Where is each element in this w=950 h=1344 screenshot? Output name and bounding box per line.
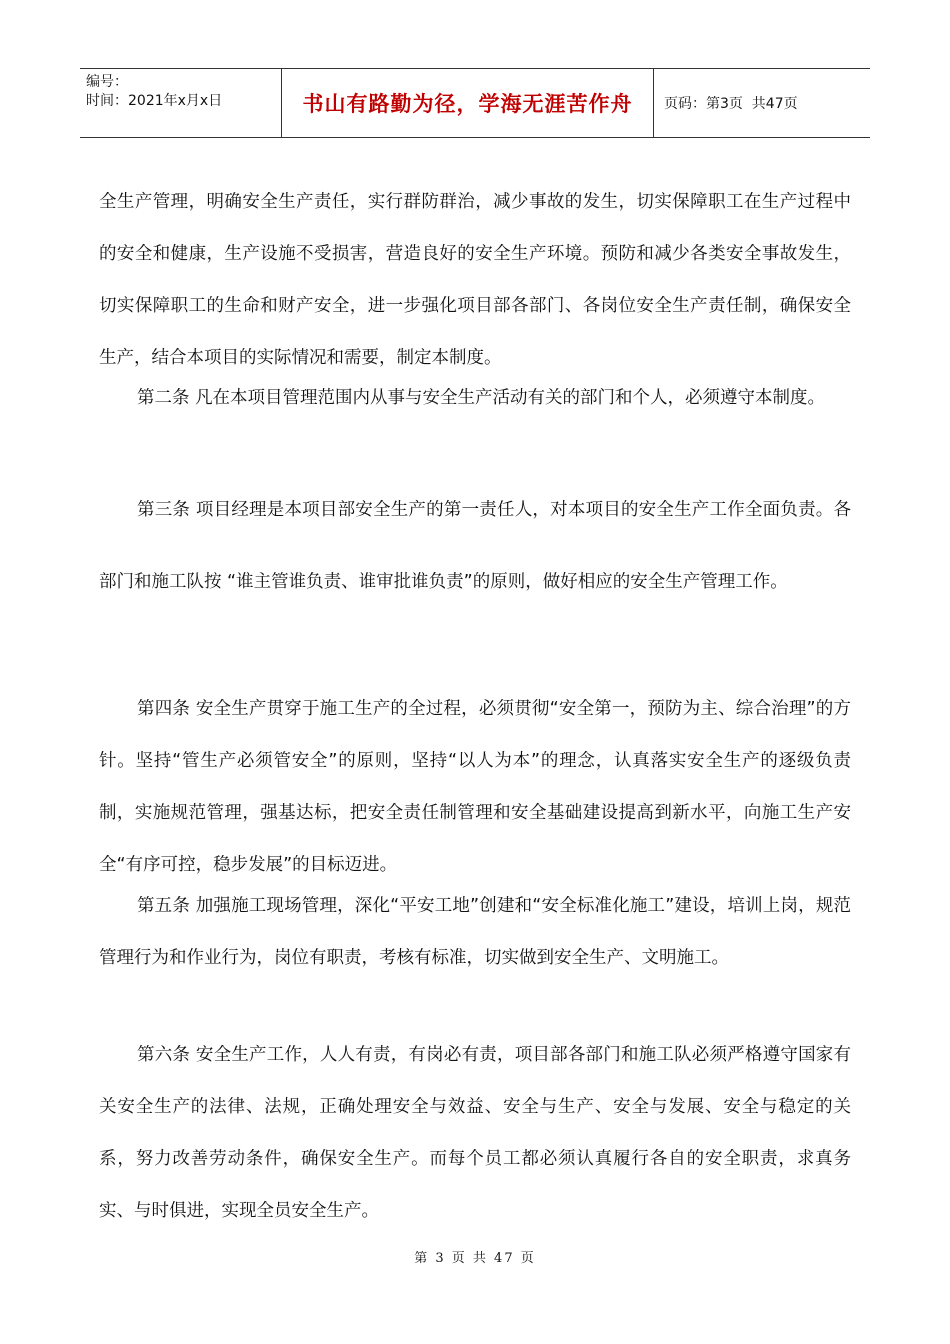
article-2: 第二条 凡在本项目管理范围内从事与安全生产活动有关的部门和个人，必须遵守本制度。: [137, 388, 826, 408]
page-footer: [0, 1247, 950, 1266]
footer-page-number: 第 3 页 共 47 页: [414, 1251, 536, 1266]
page-header: [80, 68, 870, 138]
document-time-label: 时间：2021年x月x日: [86, 93, 223, 109]
article-4: 第四条 安全生产贯穿于施工生产的全过程，必须贯彻“安全第一，预防为主、综合治理”的方针。坚持“管生产必须管安全”的原则，坚持“以人为本”的理念，认真落实安全生产的逐级负责制，实施规范管理，强基达标，把安全责任制管理和安全基础建设提高到新水平，向施工生产安全“有序可控，稳步发展”的目标迈进。: [99, 699, 851, 875]
document-number-label: 编号：: [86, 74, 128, 90]
body-paragraph-continuation: 全生产管理，明确安全生产责任，实行群防群治，减少事故的发生，切实保障职工在生产过程中的安全和健康，生产设施不受损害，营造良好的安全生产环境。预防和减少各类安全事故发生，切实保障职工的生命和财产安全，进一步强化项目部各部门、各岗位安全生产责任制，确保安全生产，结合本项目的实际情况和需要，制定本制度。: [99, 192, 851, 368]
article-3: 第三条 项目经理是本项目部安全生产的第一责任人，对本项目的安全生产工作全面负责。各部门和施工队按 “谁主管谁负责、谁审批谁负责”的原则，做好相应的安全生产管理工作。: [99, 500, 851, 592]
article-5: 第五条 加强施工现场管理，深化“平安工地”创建和“安全标准化施工”建设，培训上岗，规范管理行为和作业行为，岗位有职责，考核有标准，切实做到安全生产、文明施工。: [99, 896, 851, 968]
header-page-info: [654, 69, 870, 137]
header-meta: [80, 69, 281, 137]
header-page-label: 页码：第3页 共47页: [664, 96, 798, 112]
header-motto: 书山有路勤为径，学海无涯苦作舟: [281, 69, 654, 137]
article-6: 第六条 安全生产工作，人人有责，有岗必有责，项目部各部门和施工队必须严格遵守国家有关安全生产的法律、法规，正确处理安全与效益、安全与生产、安全与发展、安全与稳定的关系，努力改善劳动条件，确保安全生产。而每个员工都必须认真履行各自的安全职责，求真务实、与时俱进，实现全员安全生产。: [99, 1045, 851, 1221]
